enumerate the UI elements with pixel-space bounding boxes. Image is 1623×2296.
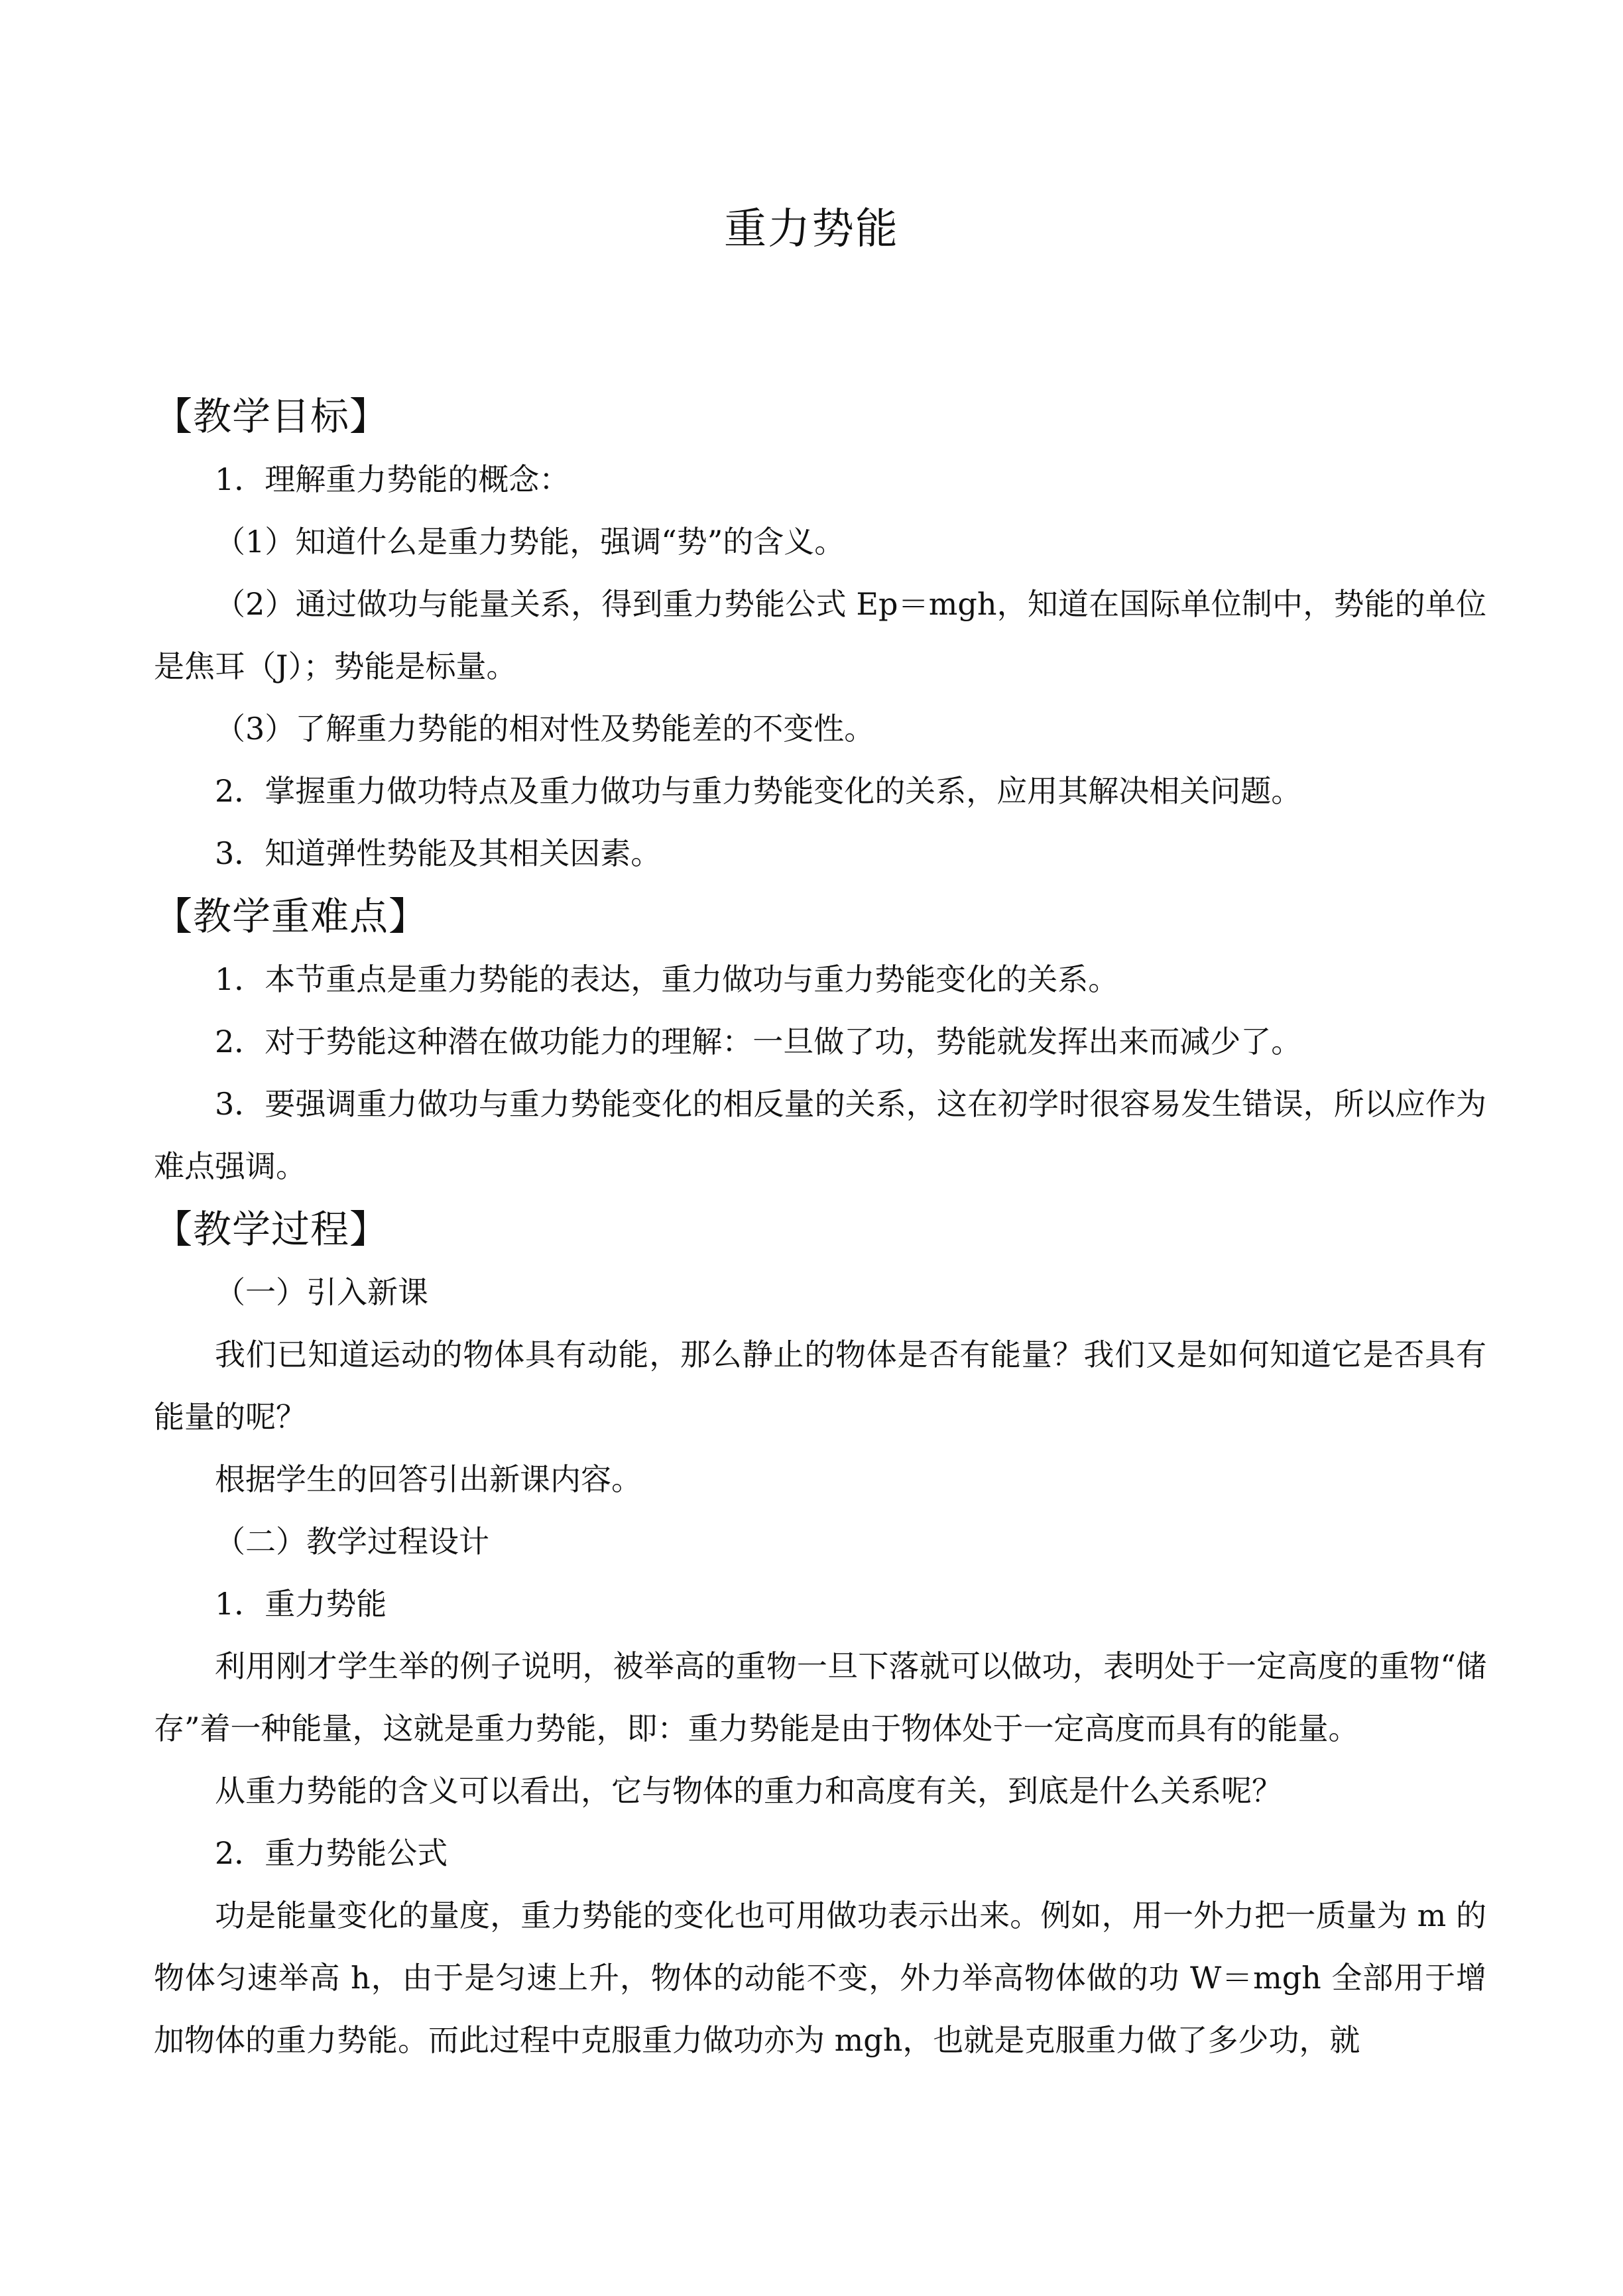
paragraph: 功是能量变化的量度，重力势能的变化也可用做功表示出来。例如，用一外力把一质量为 m 的物体匀速举高 h，由于是匀速上升，物体的动能不变，外力举高物体做的功 W＝mgh 全部用于增加物体的重力势能。而此过程中克服重力做功亦为 mgh，也就是克服重力做了多少功，就 — [154, 1898, 1486, 2058]
paragraph: （3）了解重力势能的相对性及势能差的不变性。 — [215, 711, 875, 747]
paragraph: （一）引入新课 — [215, 1274, 428, 1310]
paragraph: 3．知道弹性势能及其相关因素。 — [215, 835, 662, 871]
section-heading-key-points: 【教学重难点】 — [154, 894, 428, 939]
section-heading-objectives: 【教学目标】 — [154, 394, 389, 439]
document-title: 重力势能 — [724, 205, 899, 254]
paragraph: （二）教学过程设计 — [215, 1524, 489, 1559]
paragraph: 2．对于势能这种潜在做功能力的理解：一旦做了功，势能就发挥出来而减少了。 — [215, 1024, 1302, 1059]
paragraph: 1．本节重点是重力势能的表达，重力做功与重力势能变化的关系。 — [215, 961, 1119, 997]
paragraph: 1．重力势能 — [215, 1586, 387, 1622]
document-body — [154, 385, 1486, 2071]
paragraph: （2）通过做功与能量关系，得到重力势能公式 Ep＝mgh，知道在国际单位制中，势能的单位是焦耳（J）；势能是标量。 — [154, 586, 1486, 684]
paragraph: 利用刚才学生举的例子说明，被举高的重物一旦下落就可以做功，表明处于一定高度的重物“储存”着一种能量，这就是重力势能，即：重力势能是由于物体处于一定高度而具有的能量。 — [154, 1648, 1486, 1746]
paragraph: 3．要强调重力做功与重力势能变化的相反量的关系，这在初学时很容易发生错误，所以应作为难点强调。 — [154, 1086, 1486, 1184]
section-heading-process: 【教学过程】 — [154, 1207, 389, 1252]
paragraph: （1）知道什么是重力势能，强调“势”的含义。 — [215, 524, 845, 560]
paragraph: 1．理解重力势能的概念： — [215, 461, 570, 497]
paragraph: 2．掌握重力做功特点及重力做功与重力势能变化的关系，应用其解决相关问题。 — [215, 773, 1302, 809]
paragraph: 我们已知道运动的物体具有动能，那么静止的物体是否有能量？我们又是如何知道它是否具有能量的呢？ — [154, 1337, 1486, 1435]
paragraph: 从重力势能的含义可以看出，它与物体的重力和高度有关，到底是什么关系呢？ — [215, 1773, 1282, 1809]
paragraph: 2．重力势能公式 — [215, 1835, 448, 1871]
paragraph: 根据学生的回答引出新课内容。 — [215, 1461, 642, 1497]
